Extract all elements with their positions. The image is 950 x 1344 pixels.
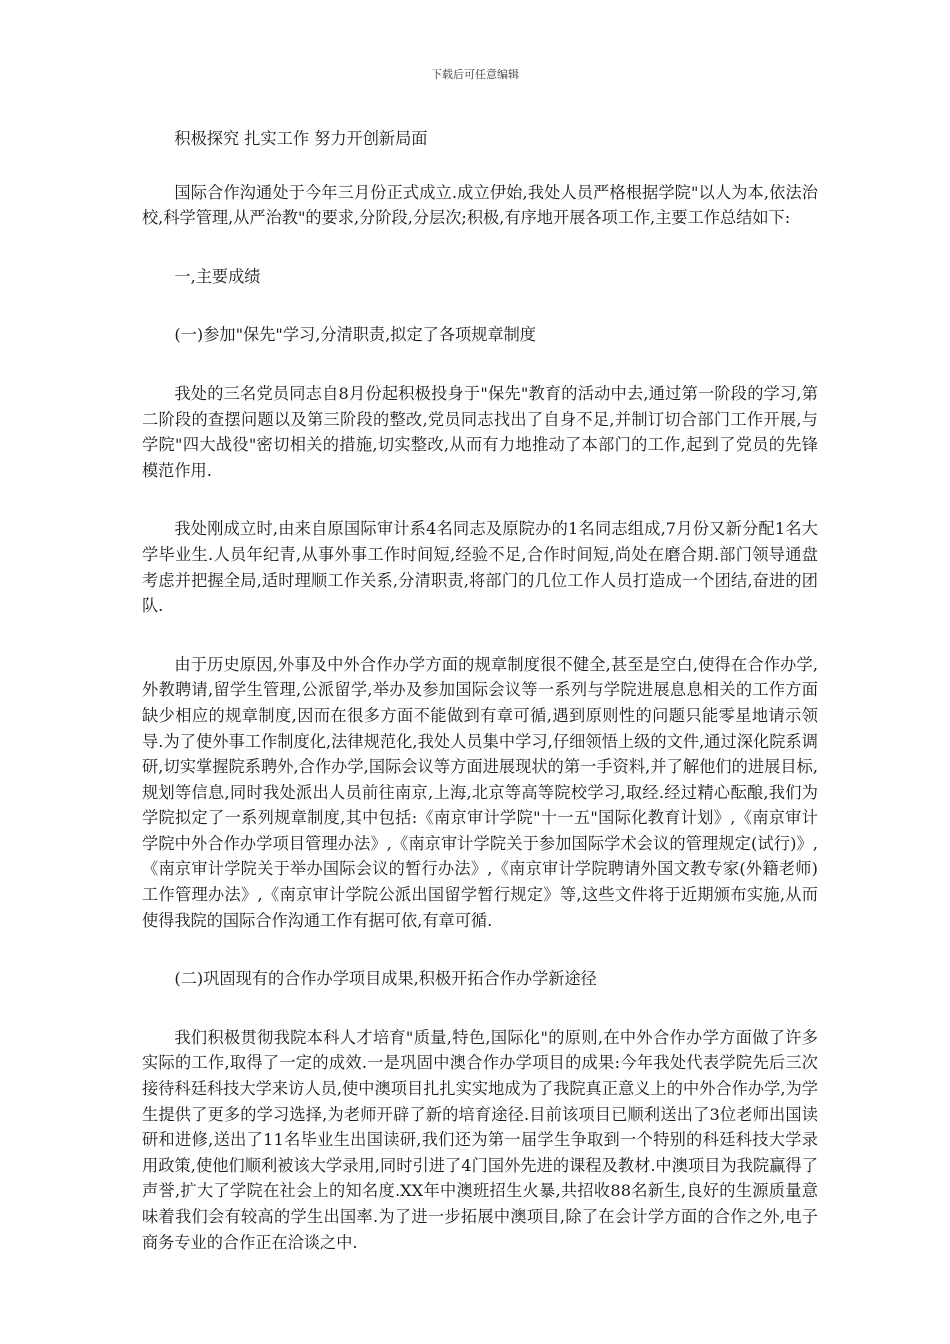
- section-heading-achievements: 一,主要成绩: [174, 266, 261, 286]
- intro-paragraph: 国际合作沟通处于今年三月份正式成立.成立伊始,我处人员严格根据学院"以人为本,依法治校,科学管理,从严治教"的要求,分阶段,分层次;积极,有序地开展各项工作,主要工作总结如下:: [142, 182, 818, 228]
- body-paragraph: 我处刚成立时,由来自原国际审计系4名同志及原院办的1名同志组成,7月份又新分配1名大学毕业生.人员年纪青,从事外事工作时间短,经验不足,合作时间短,尚处在磨合期.部门领导通盘考虑并把握全局,适时理顺工作关系,分清职责,将部门的几位工作人员打造成一个团结,奋进的团队.: [142, 519, 818, 616]
- page-header: 下载后可任意编辑: [431, 68, 519, 81]
- document-body: [142, 126, 818, 1288]
- subsection-heading-1: (一)参加"保先"学习,分清职责,拟定了各项规章制度: [174, 325, 536, 345]
- document-title: 积极探究 扎实工作 努力开创新局面: [174, 129, 428, 148]
- subsection-heading-2: (二)巩固现有的合作办学项目成果,积极开拓合作办学新途径: [174, 969, 597, 989]
- body-paragraph: 由于历史原因,外事及中外合作办学方面的规章制度很不健全,甚至是空白,使得在合作办学,外教聘请,留学生管理,公派留学,举办及参加国际会议等一系列与学院进展息息相关的工作方面缺少相应的规章制度,因而在很多方面不能做到有章可循,遇到原则性的问题只能零星地请示领导.为了使外事工作制度化,法律规范化,我处人员集中学习,仔细领悟上级的文件,通过深化院系调研,切实掌握院系聘外,合作办学,国际会议等方面进展现状的第一手资料,并了解他们的进展目标,规划等信息,同时我处派出人员前往南京,上海,北京等高等院校学习,取经.经过精心酝酿,我们为学院拟定了一系列规章制度,其中包括:《南京审计学院"十一五"国际化教育计划》,《南京审计学院中外合作办学项目管理办法》,《南京审计学院关于参加国际学术会议的管理规定(试行)》,《南京审计学院关于举办国际会议的暂行办法》,《南京审计学院聘请外国文教专家(外籍老师)工作管理办法》,《南京审计学院公派出国留学暂行规定》等,这些文件将于近期颁布实施,从而使得我院的国际合作沟通工作有据可依,有章可循.: [142, 654, 818, 930]
- body-paragraph: 我处的三名党员同志自8月份起积极投身于"保先"教育的活动中去,通过第一阶段的学习,第二阶段的查摆问题以及第三阶段的整改,党员同志找出了自身不足,并制订切合部门工作开展,与学院"四大战役"密切相关的措施,切实整改,从而有力地推动了本部门的工作,起到了党员的先锋模范作用.: [142, 383, 818, 480]
- body-paragraph: 我们积极贯彻我院本科人才培育"质量,特色,国际化"的原则,在中外合作办学方面做了许多实际的工作,取得了一定的成效.一是巩固中澳合作办学项目的成果:今年我处代表学院先后三次接待科廷科技大学来访人员,使中澳项目扎扎实实地成为了我院真正意义上的中外合作办学,为学生提供了更多的学习选择,为老师开辟了新的培育途径.目前该项目已顺利送出了3位老师出国读研和进修,送出了11名毕业生出国读研,我们还为第一届学生争取到一个特别的科廷科技大学录用政策,使他们顺利被该大学录用,同时引进了4门国外先进的课程及教材.中澳项目为我院赢得了声誉,扩大了学院在社会上的知名度.XX年中澳班招生火暴,共招收88名新生,良好的生源质量意味着我们会有较高的学生出国率.为了进一步拓展中澳项目,除了在会计学方面的合作之外,电子商务专业的合作正在洽谈之中.: [142, 1027, 818, 1252]
